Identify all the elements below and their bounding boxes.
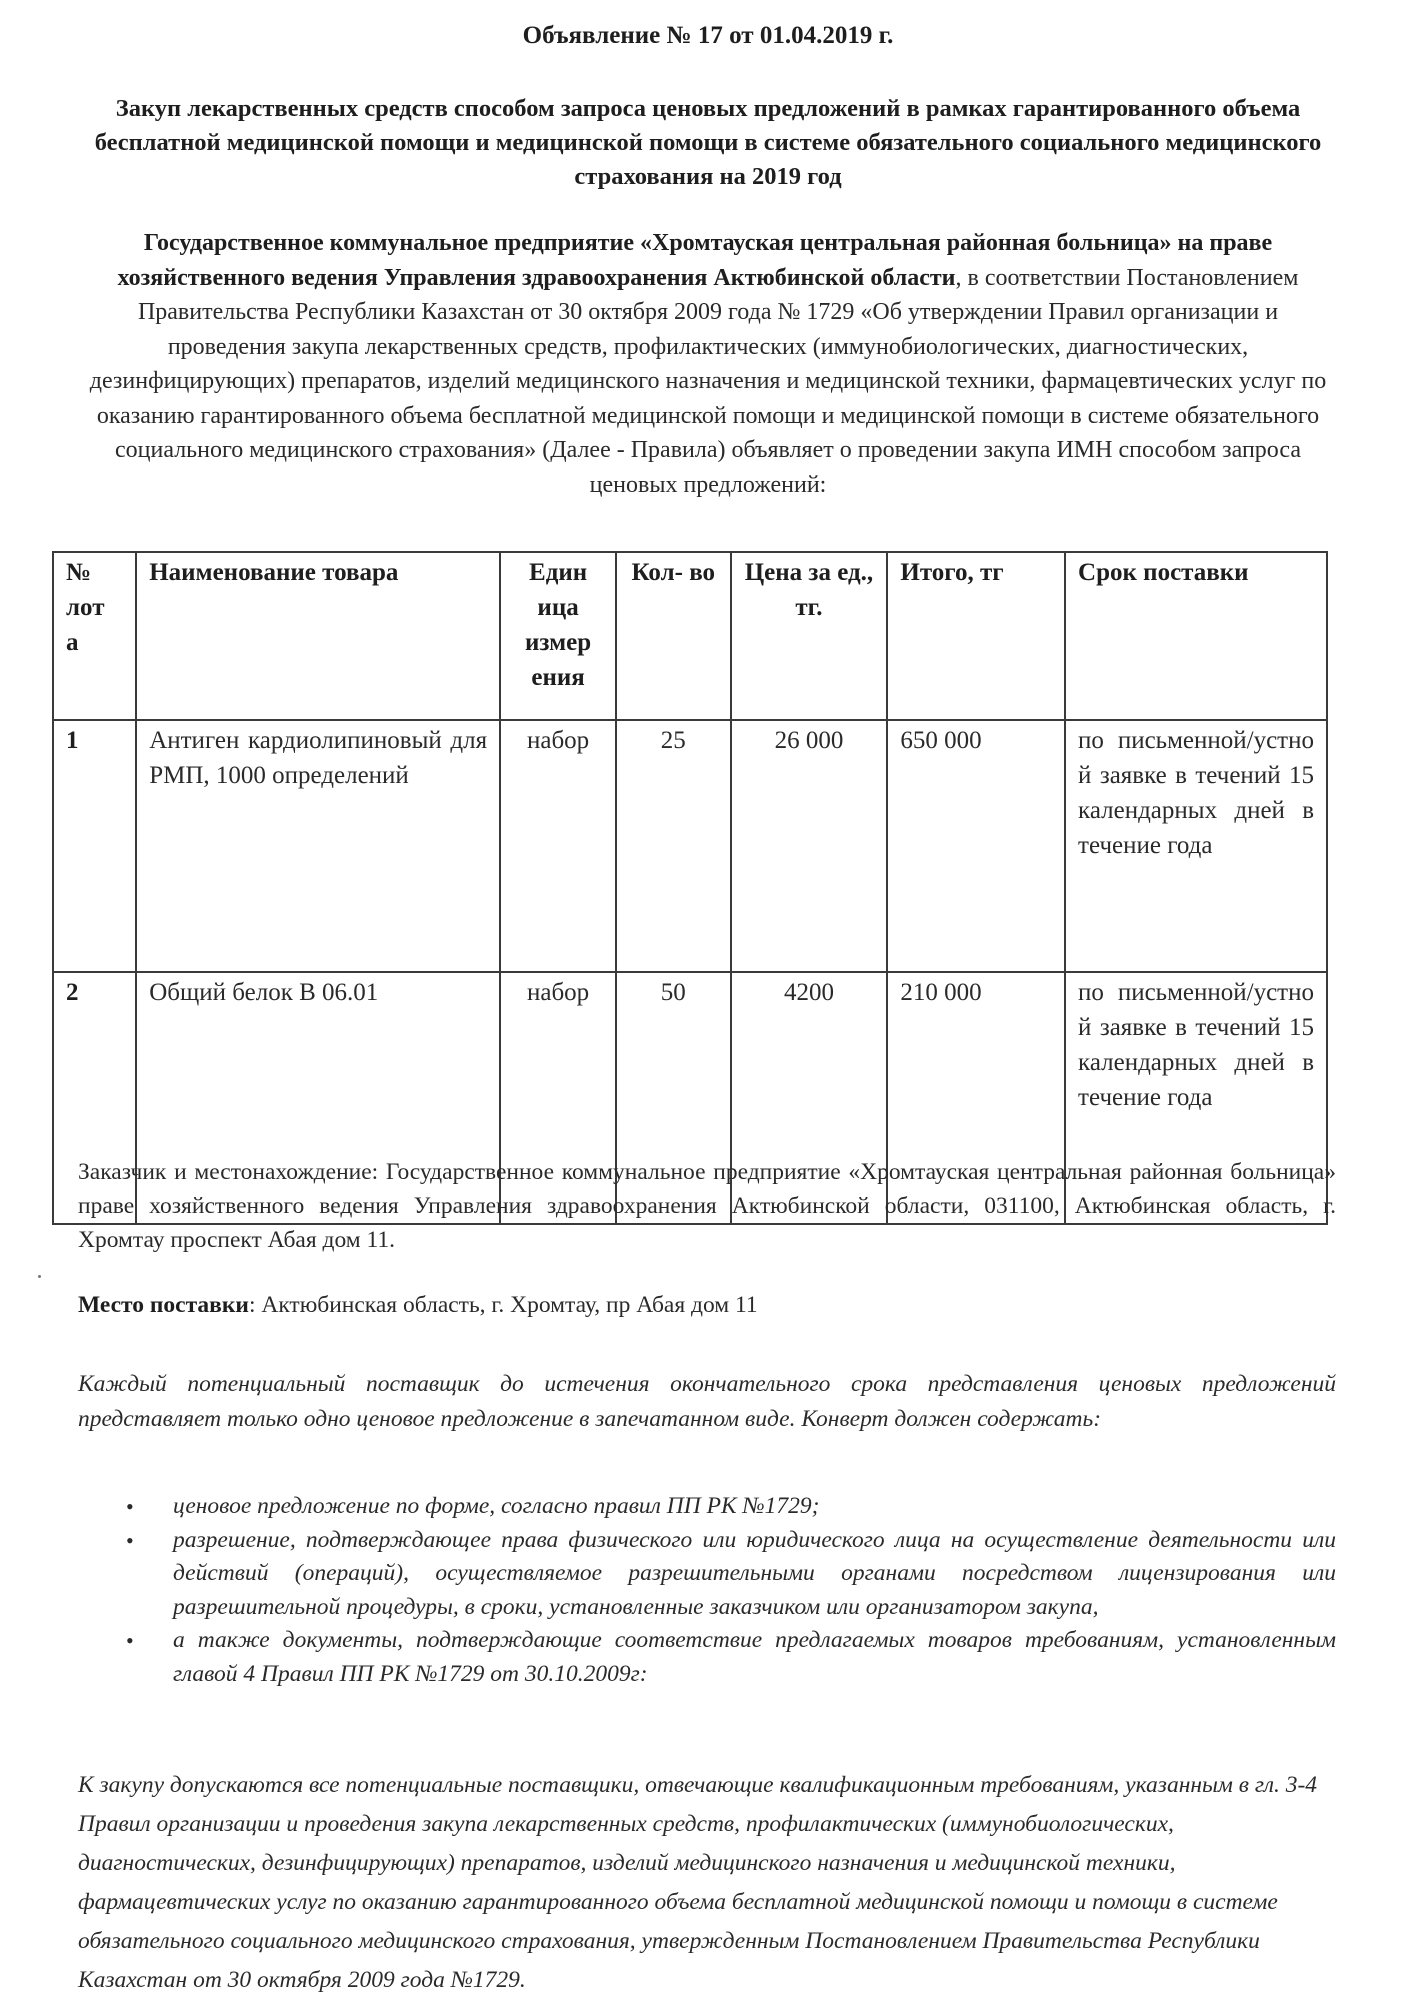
header-name: Наименование товара	[136, 552, 500, 720]
list-item-text: разрешение, подтверждающее права физического или юридического лица на осуществление деятельности или действий (операций), осуществляемое разрешительными органами посредством лицензирования или разрешительной процедуры, в сроки, установленные заказчиком или организатором закупа,	[173, 1526, 1336, 1620]
cell-qty: 25	[616, 720, 730, 972]
list-item	[78, 1624, 1336, 1691]
cell-qty: 50	[616, 972, 730, 1224]
list-item	[78, 1490, 1336, 1524]
cell-price: 4200	[731, 972, 888, 1224]
header-term: Срок поставки	[1065, 552, 1327, 720]
header-qty: Кол- во	[616, 552, 730, 720]
header-total: Итого, тг	[887, 552, 1065, 720]
cell-name: Общий белок В 06.01	[136, 972, 500, 1224]
announcement-title: Объявление № 17 от 01.04.2019 г.	[522, 22, 894, 49]
lots-table	[52, 551, 1328, 1225]
bullet-icon: •	[126, 1628, 134, 1653]
cell-term: по письменной/устно й заявке в течений 15 календарных дней в течение года	[1065, 972, 1327, 1224]
header-unit: Един ица измер ения	[500, 552, 616, 720]
announcement-subject: Закуп лекарственных средств способом запроса ценовых предложений в рамках гарантированного объема бесплатной медицинской помощи и медицинской помощи в системе обязательного социального медицинского страхования на 2019 год	[94, 95, 1322, 190]
requirements-list	[78, 1490, 1336, 1691]
delivery-value: : Актюбинская область, г. Хромтау, пр Абая дом 11	[248, 1292, 758, 1318]
list-item-text: ценовое предложение по форме, согласно правил ПП РК №1729;	[173, 1493, 820, 1519]
cell-unit: набор	[500, 972, 616, 1224]
cell-lot-no: 2	[53, 972, 136, 1224]
customer-paragraph: Заказчик и местонахождение: Государственное коммунальное предприятие «Хромтауская центральная районная больница» праве хозяйственного ведения Управления здравоохранения Актюбинской области, 031100, Актюбинская область, г. Хромтау проспект Абая дом 11.	[78, 1159, 1336, 1253]
list-item-text: а также документы, подтверждающие соответствие предлагаемых товаров требованиям, установленным главой 4 Правил ПП РК №1729 от 30.10.2009г:	[173, 1627, 1336, 1687]
bullet-icon: •	[126, 1527, 134, 1553]
intro-paragraph	[80, 226, 1336, 502]
bullet-icon: •	[126, 1494, 134, 1519]
admission-paragraph: К закупу допускаются все потенциальные поставщики, отвечающие квалификационным требованиям, указанным в гл. 3-4 Правил организации и проведения закупа лекарственных средств, профилактических (иммунобиологических, диагностических, дезинфицирующих) препаратов, изделий медицинского назначения и медицинской техники, фармацевтических услуг по оказанию гарантированного объема бесплатной медицинской помощи и помощи в системе обязательного социального медицинского страхования, утвержденным Постановлением Правительства Республики Казахстан от 30 октября 2009 года №1729.	[78, 1772, 1318, 1993]
cell-price: 26 000	[731, 720, 888, 972]
scan-speck	[38, 1275, 41, 1278]
intro-text: , в соответствии Постановлением Правительства Республики Казахстан от 30 октября 2009 года № 1729 «Об утверждении Правил организации и проведения закупа лекарственных средств, профилактических (иммунобиологических, диагностических, дезинфицирующих) препаратов, изделий медицинского назначения и медицинской техники, фармацевтических услуг по оказанию гарантированного объема бесплатной медицинской помощи и медицинской помощи в системе обязательного социального медицинского страхования» (Далее - Правила) объявляет о проведении закупа ИМН способом запроса ценовых предложений:	[89, 264, 1327, 498]
cell-total: 210 000	[887, 972, 1065, 1224]
header-lot-no: № лот а	[53, 552, 136, 720]
cell-name: Антиген кардиолипиновый для РМП, 1000 определений	[136, 720, 500, 972]
list-item	[78, 1524, 1336, 1625]
cell-total: 650 000	[887, 720, 1065, 972]
delivery-place	[78, 1288, 1336, 1322]
organizer-name: Государственное коммунальное предприятие «Хромтауская центральная районная больница» на праве хозяйственного ведения Управления здравоохранения Актюбинской области	[117, 230, 1273, 291]
delivery-label: Место поставки	[78, 1292, 249, 1318]
cell-lot-no: 1	[53, 720, 136, 972]
cell-term: по письменной/устно й заявке в течений 15 календарных дней в течение года	[1065, 720, 1327, 972]
cell-unit: набор	[500, 720, 616, 972]
envelope-note: Каждый потенциальный поставщик до истечения окончательного срока представления ценовых предложений представляет только одно ценовое предложение в запечатанном виде. Конверт должен содержать:	[78, 1371, 1336, 1432]
table-header-row	[53, 552, 1327, 720]
header-price: Цена за ед., тг.	[731, 552, 888, 720]
table-row	[53, 720, 1327, 972]
